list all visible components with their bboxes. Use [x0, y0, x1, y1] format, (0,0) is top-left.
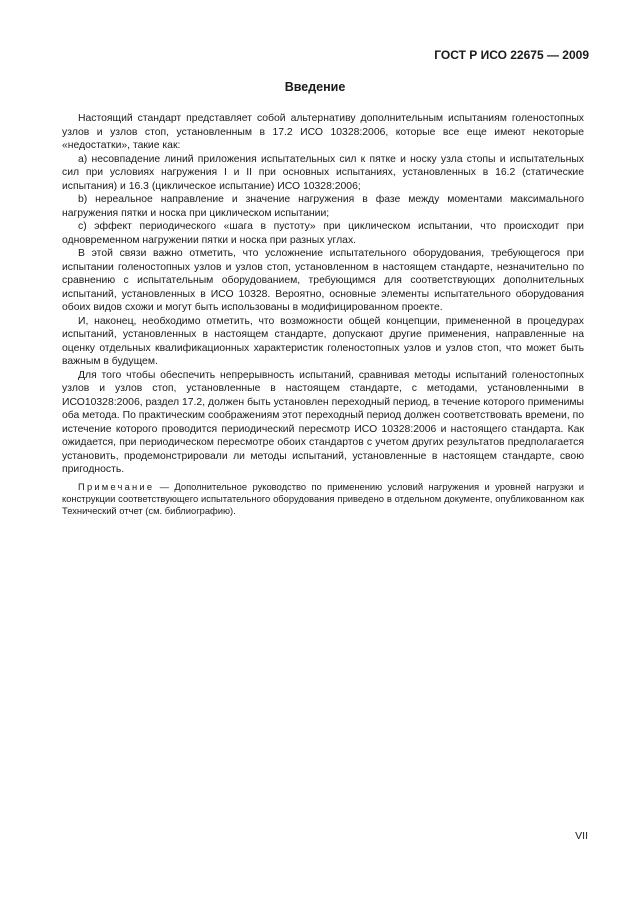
document-code: ГОСТ Р ИСО 22675 — 2009	[434, 48, 589, 62]
paragraph-item-c: c) эффект периодического «шага в пустоту» при циклическом испытании, что происходит при одновременном нагружении пятки и носка при разных углах.	[62, 221, 584, 246]
section-title: Введение	[284, 80, 346, 94]
paragraph-concept: И, наконец, необходимо отметить, что возможности общей концепции, примененной в процедурах испытаний, установленных в настоящем стандарте, допускают другие применения, направленные на оценку отдельных квалификационных характеристик голеностопных узлов и узлов стоп, что может быть важным в будущем.	[62, 315, 584, 367]
note-text: — Дополнительное руководство по применению условий нагружения и уровней нагрузки и конструкции соответствующего испытательного оборудования приведено в отдельном документе, опубликованном как Технический отчет (см. библиографию).	[62, 480, 584, 516]
body-text	[62, 112, 584, 517]
note	[62, 481, 584, 518]
paragraph-item-b: b) нереальное направление и значение нагружения в фазе между моментами максимального нагружения пятки и носка при циклическом испытании;	[62, 194, 584, 219]
paragraph-intro: Настоящий стандарт представляет собой альтернативу дополнительным испытаниям голеностопных узлов и узлов стоп, установленным в 17.2 ИСО 10328:2006, которые все еще имеют некоторые «недостатки», такие как:	[62, 113, 584, 151]
page-number: VII	[575, 830, 588, 842]
paragraph-transition: Для того чтобы обеспечить непрерывность испытаний, сравнивая методы испытаний голеностопных узлов и узлов стоп, установленные в настоящем стандарте, с методами, установленными в ИСО10328:2006, раздел 17.2, должен быть установлен переходный период, в течение которого применимы оба метода. По практическим соображениям этот переходный период должен соответствовать времени, по истечение которого проводится периодический пересмотр ИСО 10328:2006 и настоящего стандарта. Как ожидается, при периодическом пересмотре обоих стандартов с учетом других результатов предполагается установить, продемонстрировали ли методы испытаний, установленные в настоящем стандарте, свою пригодность.	[62, 369, 584, 475]
paragraph-equipment: В этой связи важно отметить, что усложнение испытательного оборудования, требующегося при испытании голеностопных узлов и узлов стоп, установленном в настоящем стандарте, незначительно по сравнению с испытательным оборудованием, требующимся для соответствующих дополнительных испытаний, установленных в ИСО 10328. Вероятно, основные элементы испытательного оборудования обоих видов схожи и могут быть использованы в модифицированном проекте.	[62, 248, 584, 313]
note-label: Примечание	[78, 480, 155, 492]
paragraph-item-a: а) несовпадение линий приложения испытательных сил к пятке и носку узла стопы и испытательных сил при условиях нагружения I и II при основных испытаниях, установленных в 16.2 (статические испытания) и 16.3 (циклическое испытание) ИСО 10328:2006;	[62, 153, 584, 192]
